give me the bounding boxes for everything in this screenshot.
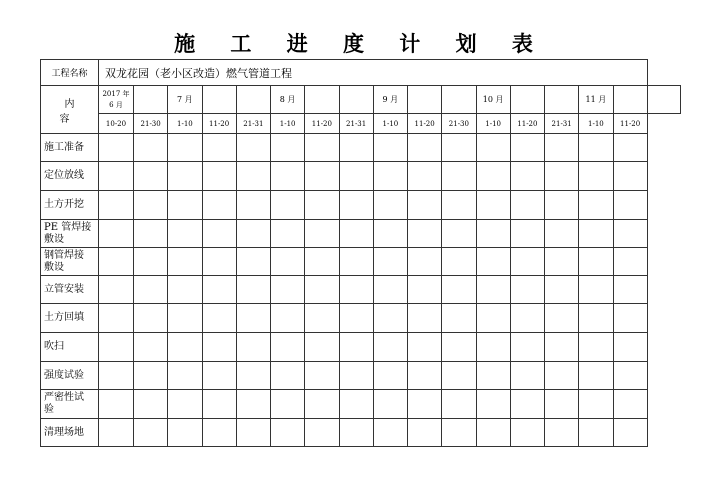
schedule-cell	[613, 276, 647, 304]
schedule-cell	[305, 220, 339, 248]
month-header-blank	[236, 86, 270, 114]
schedule-cell	[408, 191, 442, 220]
schedule-cell	[476, 304, 510, 333]
schedule-cell	[373, 162, 407, 191]
schedule-cell	[99, 191, 134, 220]
schedule-cell	[408, 162, 442, 191]
schedule-cell	[442, 390, 476, 419]
schedule-cell	[545, 419, 579, 447]
schedule-cell	[99, 390, 134, 419]
schedule-cell	[168, 134, 202, 162]
schedule-cell	[99, 248, 134, 276]
task-name	[41, 390, 99, 419]
task-name-line: 吹扫	[44, 341, 64, 352]
schedule-cell	[134, 220, 168, 248]
schedule-cell	[442, 162, 476, 191]
task-row	[41, 333, 681, 362]
schedule-cell	[168, 304, 202, 333]
schedule-cell	[545, 333, 579, 362]
task-name-line: 钢管焊接	[44, 249, 84, 261]
schedule-cell	[271, 134, 305, 162]
schedule-cell	[134, 134, 168, 162]
schedule-cell	[476, 220, 510, 248]
schedule-cell	[271, 191, 305, 220]
period-cell: 1-10	[579, 114, 613, 134]
schedule-cell	[99, 304, 134, 333]
schedule-cell	[134, 304, 168, 333]
month-header-blank	[339, 86, 373, 114]
schedule-cell	[476, 162, 510, 191]
task-name-line: 土方开挖	[44, 199, 84, 210]
schedule-cell	[613, 362, 647, 390]
schedule-cell	[305, 276, 339, 304]
task-row	[41, 304, 681, 333]
task-name	[41, 419, 99, 447]
schedule-cell	[579, 276, 613, 304]
schedule-cell	[236, 134, 270, 162]
schedule-cell	[442, 248, 476, 276]
schedule-cell	[202, 220, 236, 248]
period-cell: 21-30	[134, 114, 168, 134]
schedule-cell	[408, 390, 442, 419]
schedule-cell	[271, 304, 305, 333]
schedule-cell	[134, 390, 168, 419]
schedule-cell	[168, 333, 202, 362]
period-cell: 1-10	[476, 114, 510, 134]
schedule-cell	[202, 390, 236, 419]
task-name-line: 严密性试	[44, 392, 84, 403]
task-row	[41, 362, 681, 390]
task-row	[41, 162, 681, 191]
month-header-blank	[305, 86, 339, 114]
schedule-cell	[305, 134, 339, 162]
schedule-cell	[339, 419, 373, 447]
schedule-cell	[442, 362, 476, 390]
task-row	[41, 390, 681, 419]
task-name-line: 敷设	[44, 261, 64, 273]
schedule-cell	[510, 390, 544, 419]
schedule-cell	[99, 220, 134, 248]
month-header-blank	[442, 86, 476, 114]
schedule-cell	[339, 362, 373, 390]
schedule-cell	[202, 248, 236, 276]
schedule-cell	[510, 333, 544, 362]
task-name-line: 定位放线	[44, 170, 84, 181]
month-header-blank	[202, 86, 236, 114]
schedule-cell	[613, 134, 647, 162]
period-cell: 1-10	[271, 114, 305, 134]
schedule-cell	[134, 162, 168, 191]
period-cell: 11-20	[510, 114, 544, 134]
schedule-cell	[134, 333, 168, 362]
schedule-cell	[408, 419, 442, 447]
schedule-cell	[613, 304, 647, 333]
schedule-cell	[134, 248, 168, 276]
period-cell: 10-20	[99, 114, 134, 134]
schedule-cell	[271, 248, 305, 276]
task-name	[41, 191, 99, 220]
schedule-cell	[579, 220, 613, 248]
schedule-cell	[579, 419, 613, 447]
schedule-cell	[168, 276, 202, 304]
schedule-cell	[134, 276, 168, 304]
schedule-cell	[442, 304, 476, 333]
schedule-cell	[339, 333, 373, 362]
schedule-cell	[168, 362, 202, 390]
month-header-11: 11 月	[579, 86, 613, 114]
schedule-cell	[579, 362, 613, 390]
project-name-value: 双龙花园（老小区改造）燃气管道工程	[99, 60, 648, 86]
schedule-cell	[168, 162, 202, 191]
schedule-cell	[305, 333, 339, 362]
task-row	[41, 276, 681, 304]
document-title: 施 工 进 度 计 划 表	[174, 31, 547, 56]
period-cell: 11-20	[202, 114, 236, 134]
schedule-cell	[236, 362, 270, 390]
schedule-cell	[339, 276, 373, 304]
schedule-cell	[373, 134, 407, 162]
content-header: 内 容	[41, 86, 99, 134]
schedule-cell	[510, 419, 544, 447]
schedule-cell	[579, 304, 613, 333]
schedule-cell	[339, 304, 373, 333]
schedule-cell	[202, 362, 236, 390]
schedule-cell	[510, 248, 544, 276]
schedule-cell	[168, 419, 202, 447]
schedule-cell	[510, 220, 544, 248]
schedule-cell	[545, 390, 579, 419]
schedule-cell	[168, 220, 202, 248]
task-row	[41, 419, 681, 447]
task-name	[41, 333, 99, 362]
schedule-cell	[408, 333, 442, 362]
schedule-cell	[373, 276, 407, 304]
project-name-label: 工程名称	[41, 60, 99, 86]
schedule-cell	[545, 276, 579, 304]
schedule-cell	[305, 390, 339, 419]
schedule-cell	[408, 134, 442, 162]
schedule-cell	[442, 134, 476, 162]
task-name-line: 土方回填	[44, 312, 84, 323]
task-name	[41, 134, 99, 162]
schedule-cell	[99, 276, 134, 304]
month-header-8: 8 月	[271, 86, 305, 114]
schedule-cell	[579, 191, 613, 220]
schedule-cell	[373, 191, 407, 220]
june-label: 6 月	[109, 100, 123, 109]
schedule-cell	[339, 248, 373, 276]
schedule-cell	[408, 304, 442, 333]
schedule-cell	[579, 134, 613, 162]
schedule-cell	[613, 191, 647, 220]
schedule-cell	[373, 419, 407, 447]
year-label: 2017 年	[102, 89, 130, 98]
period-cell: 21-30	[442, 114, 476, 134]
schedule-cell	[236, 333, 270, 362]
schedule-cell	[339, 191, 373, 220]
schedule-cell	[408, 276, 442, 304]
schedule-cell	[476, 134, 510, 162]
schedule-cell	[613, 220, 647, 248]
period-header-row	[41, 114, 681, 134]
schedule-cell	[613, 419, 647, 447]
task-name	[41, 276, 99, 304]
schedule-cell	[510, 362, 544, 390]
schedule-cell	[442, 276, 476, 304]
schedule-cell	[236, 248, 270, 276]
schedule-cell	[99, 362, 134, 390]
period-cell: 11-20	[305, 114, 339, 134]
task-name-line: 清理场地	[44, 426, 84, 438]
task-name-line: 施工准备	[44, 141, 84, 153]
period-cell: 11-20	[613, 114, 647, 134]
schedule-cell	[202, 333, 236, 362]
task-name	[41, 162, 99, 191]
schedule-cell	[305, 248, 339, 276]
schedule-cell	[168, 390, 202, 419]
schedule-cell	[236, 390, 270, 419]
month-header-blank	[647, 86, 680, 114]
schedule-cell	[202, 191, 236, 220]
schedule-cell	[579, 333, 613, 362]
schedule-cell	[545, 220, 579, 248]
schedule-cell	[510, 191, 544, 220]
task-name	[41, 362, 99, 390]
month-header-9: 9 月	[373, 86, 407, 114]
schedule-cell	[442, 220, 476, 248]
schedule-cell	[236, 419, 270, 447]
schedule-cell	[476, 390, 510, 419]
schedule-cell	[476, 333, 510, 362]
schedule-cell	[510, 162, 544, 191]
schedule-cell	[442, 419, 476, 447]
schedule-cell	[271, 362, 305, 390]
schedule-cell	[236, 220, 270, 248]
schedule-cell	[99, 134, 134, 162]
schedule-cell	[339, 220, 373, 248]
month-header-blank	[545, 86, 579, 114]
schedule-cell	[613, 248, 647, 276]
schedule-cell	[236, 162, 270, 191]
task-row	[41, 248, 681, 276]
month-header-10: 10 月	[476, 86, 510, 114]
schedule-cell	[613, 333, 647, 362]
schedule-cell	[339, 134, 373, 162]
schedule-cell	[168, 248, 202, 276]
schedule-cell	[442, 191, 476, 220]
schedule-cell	[134, 362, 168, 390]
schedule-cell	[545, 362, 579, 390]
task-name-line: 强度试验	[44, 369, 84, 381]
month-header-row	[41, 86, 681, 114]
schedule-cell	[545, 191, 579, 220]
schedule-cell	[545, 134, 579, 162]
schedule-cell	[99, 419, 134, 447]
schedule-cell	[579, 390, 613, 419]
schedule-cell	[168, 191, 202, 220]
month-header-blank	[134, 86, 168, 114]
schedule-cell	[476, 276, 510, 304]
schedule-cell	[236, 304, 270, 333]
schedule-cell	[408, 362, 442, 390]
schedule-cell	[579, 248, 613, 276]
schedule-cell	[305, 304, 339, 333]
task-row	[41, 191, 681, 220]
schedule-cell	[476, 191, 510, 220]
schedule-cell	[545, 304, 579, 333]
schedule-cell	[134, 419, 168, 447]
task-name	[41, 220, 99, 248]
period-cell: 21-31	[545, 114, 579, 134]
schedule-cell	[271, 333, 305, 362]
schedule-cell	[442, 333, 476, 362]
project-row	[41, 60, 681, 86]
schedule-cell	[373, 220, 407, 248]
schedule-cell	[99, 333, 134, 362]
schedule-cell	[510, 134, 544, 162]
task-name	[41, 304, 99, 333]
schedule-cell	[408, 248, 442, 276]
task-name-line: 敷设	[44, 233, 64, 245]
schedule-cell	[202, 419, 236, 447]
schedule-cell	[271, 390, 305, 419]
schedule-cell	[613, 162, 647, 191]
schedule-cell	[305, 162, 339, 191]
task-name-line: 立管安装	[44, 283, 84, 295]
schedule-cell	[305, 191, 339, 220]
task-row	[41, 134, 681, 162]
schedule-cell	[271, 220, 305, 248]
schedule-cell	[373, 390, 407, 419]
month-header-blank	[510, 86, 544, 114]
schedule-cell	[510, 276, 544, 304]
schedule-cell	[271, 419, 305, 447]
period-cell: 21-31	[339, 114, 373, 134]
schedule-cell	[339, 162, 373, 191]
schedule-cell	[99, 162, 134, 191]
period-cell: 21-31	[236, 114, 270, 134]
schedule-cell	[202, 162, 236, 191]
schedule-cell	[305, 419, 339, 447]
schedule-cell	[134, 191, 168, 220]
period-cell: 1-10	[168, 114, 202, 134]
task-name-line: 验	[44, 404, 54, 415]
month-header-jun	[99, 86, 134, 114]
schedule-cell	[476, 419, 510, 447]
month-header-blank	[613, 86, 647, 114]
schedule-cell	[271, 276, 305, 304]
schedule-cell	[545, 162, 579, 191]
schedule-cell	[476, 362, 510, 390]
schedule-cell	[236, 191, 270, 220]
schedule-table	[40, 59, 681, 447]
schedule-cell	[202, 304, 236, 333]
schedule-cell	[373, 248, 407, 276]
month-header-7: 7 月	[168, 86, 202, 114]
schedule-cell	[305, 362, 339, 390]
schedule-cell	[339, 390, 373, 419]
schedule-cell	[408, 220, 442, 248]
schedule-cell	[373, 304, 407, 333]
schedule-cell	[510, 304, 544, 333]
schedule-cell	[202, 276, 236, 304]
schedule-cell	[202, 134, 236, 162]
schedule-cell	[476, 248, 510, 276]
schedule-cell	[373, 333, 407, 362]
schedule-cell	[579, 162, 613, 191]
schedule-cell	[545, 248, 579, 276]
schedule-cell	[373, 362, 407, 390]
task-row	[41, 220, 681, 248]
schedule-cell	[271, 162, 305, 191]
schedule-cell	[613, 390, 647, 419]
month-header-blank	[408, 86, 442, 114]
schedule-cell	[236, 276, 270, 304]
task-name	[41, 248, 99, 276]
period-cell: 11-20	[408, 114, 442, 134]
task-name-line: PE 管焊接	[44, 221, 92, 233]
period-cell: 1-10	[373, 114, 407, 134]
